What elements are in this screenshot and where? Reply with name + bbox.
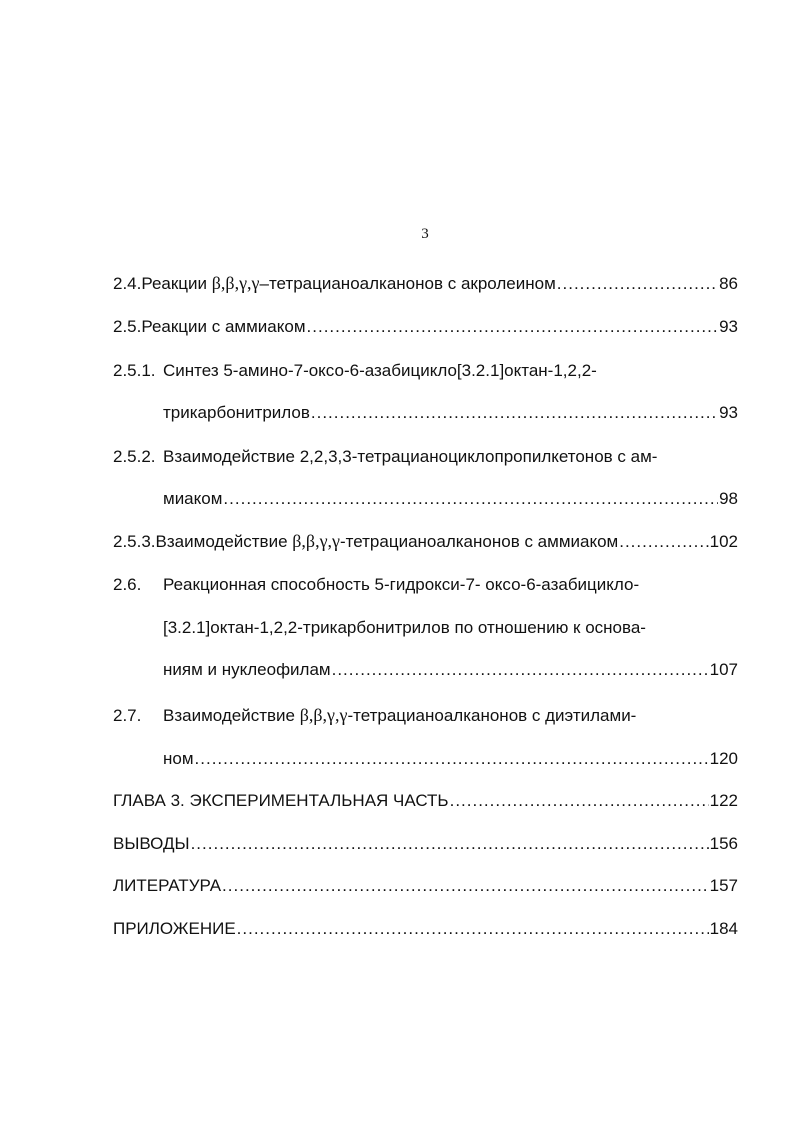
toc-entry-page: 122 [709, 791, 738, 810]
dot-leader [237, 919, 709, 939]
dot-leader [222, 876, 709, 896]
toc-entry-title: ВЫВОДЫ [113, 834, 190, 853]
dot-leader [557, 274, 718, 294]
toc-entry-page: 120 [709, 749, 738, 768]
toc-entry-2-4 [113, 273, 738, 297]
toc-entry-number: 2.7. [113, 706, 142, 725]
toc-entry-title: Реакционная способность 5-гидрокси-7- оксо-6-азабицикло- [163, 575, 640, 594]
toc-entry-page: 93 [719, 403, 738, 422]
toc-entry-chapter-3 [113, 791, 738, 815]
toc-entry-2-5-2-cont [163, 489, 738, 513]
toc-entry-title: Реакции с аммиаком [141, 317, 306, 336]
toc-entry-title: Взаимодействие 2,2,3,3-тетрацианоциклопропилкетонов с ам- [163, 447, 658, 466]
toc-entry-number: 2.5.3. [113, 532, 156, 551]
toc-entry-title-cont: трикарбонитрилов [163, 403, 310, 422]
dot-leader [223, 489, 718, 509]
dot-leader [450, 791, 709, 811]
toc-entry-title: Взаимодействие β,β,γ,γ-тетрацианоалканонов с аммиаком [155, 531, 619, 551]
toc-entry-2-5 [113, 317, 738, 341]
toc-entry-title: Синтез 5-амино-7-оксо-6-азабицикло[3.2.1]октан-1,2,2- [163, 361, 597, 380]
dot-leader [195, 749, 709, 769]
toc-entry-2-5-3 [113, 531, 738, 555]
toc-entry-page: 184 [709, 919, 738, 938]
dot-leader [191, 834, 709, 854]
toc-entry-2-7-cont [163, 749, 738, 773]
toc-entry-2-6-cont2 [163, 660, 738, 684]
toc-entry-page: 98 [719, 489, 738, 508]
toc-entry-number: 2.6. [113, 575, 142, 594]
toc-entry-2-6 [113, 575, 738, 599]
toc-entry-page: 107 [709, 660, 738, 679]
page-number: 3 [421, 226, 429, 242]
toc-entry-page: 93 [719, 317, 738, 336]
toc-entry-2-5-1 [113, 361, 738, 385]
toc-entry-number: 2.4. [113, 274, 142, 293]
toc-entry-title: ГЛАВА 3. ЭКСПЕРИМЕНТАЛЬНАЯ ЧАСТЬ [113, 791, 449, 810]
toc-entry-title: ЛИТЕРАТУРА [113, 876, 222, 895]
toc-entry-title: Реакции β,β,γ,γ–тетрацианоалканонов с акролеином [141, 273, 556, 293]
toc-entry-number: 2.5.1. [113, 361, 156, 380]
toc-entry-title-cont: [3.2.1]октан-1,2,2-трикарбонитрилов по отношению к основа- [163, 618, 646, 637]
dot-leader [619, 532, 708, 552]
toc-entry-page: 86 [719, 274, 738, 293]
dot-leader [307, 317, 719, 337]
toc-entry-page: 156 [709, 834, 738, 853]
toc-entry-appendix [113, 919, 738, 943]
toc-entry-title-cont: ном [163, 749, 194, 768]
toc-entry-page: 157 [709, 876, 738, 895]
toc-entry-title: Взаимодействие β,β,γ,γ-тетрацианоалканонов с диэтилами- [163, 705, 637, 725]
toc-entry-2-6-cont1 [163, 618, 738, 642]
toc-entry-2-7 [113, 705, 738, 729]
toc-entry-number: 2.5. [113, 317, 142, 336]
toc-entry-title-cont: ниям и нуклеофилам [163, 660, 331, 679]
toc-entry-conclusions [113, 834, 738, 858]
toc-entry-page: 102 [709, 532, 738, 551]
toc-entry-2-5-1-cont [163, 403, 738, 427]
toc-entry-2-5-2 [113, 447, 738, 471]
dot-leader [311, 403, 718, 423]
toc-entry-literature [113, 876, 738, 900]
toc-entry-title-cont: миаком [163, 489, 223, 508]
toc-entry-title: ПРИЛОЖЕНИЕ [113, 919, 236, 938]
dot-leader [332, 660, 709, 680]
toc-entry-number: 2.5.2. [113, 447, 156, 466]
